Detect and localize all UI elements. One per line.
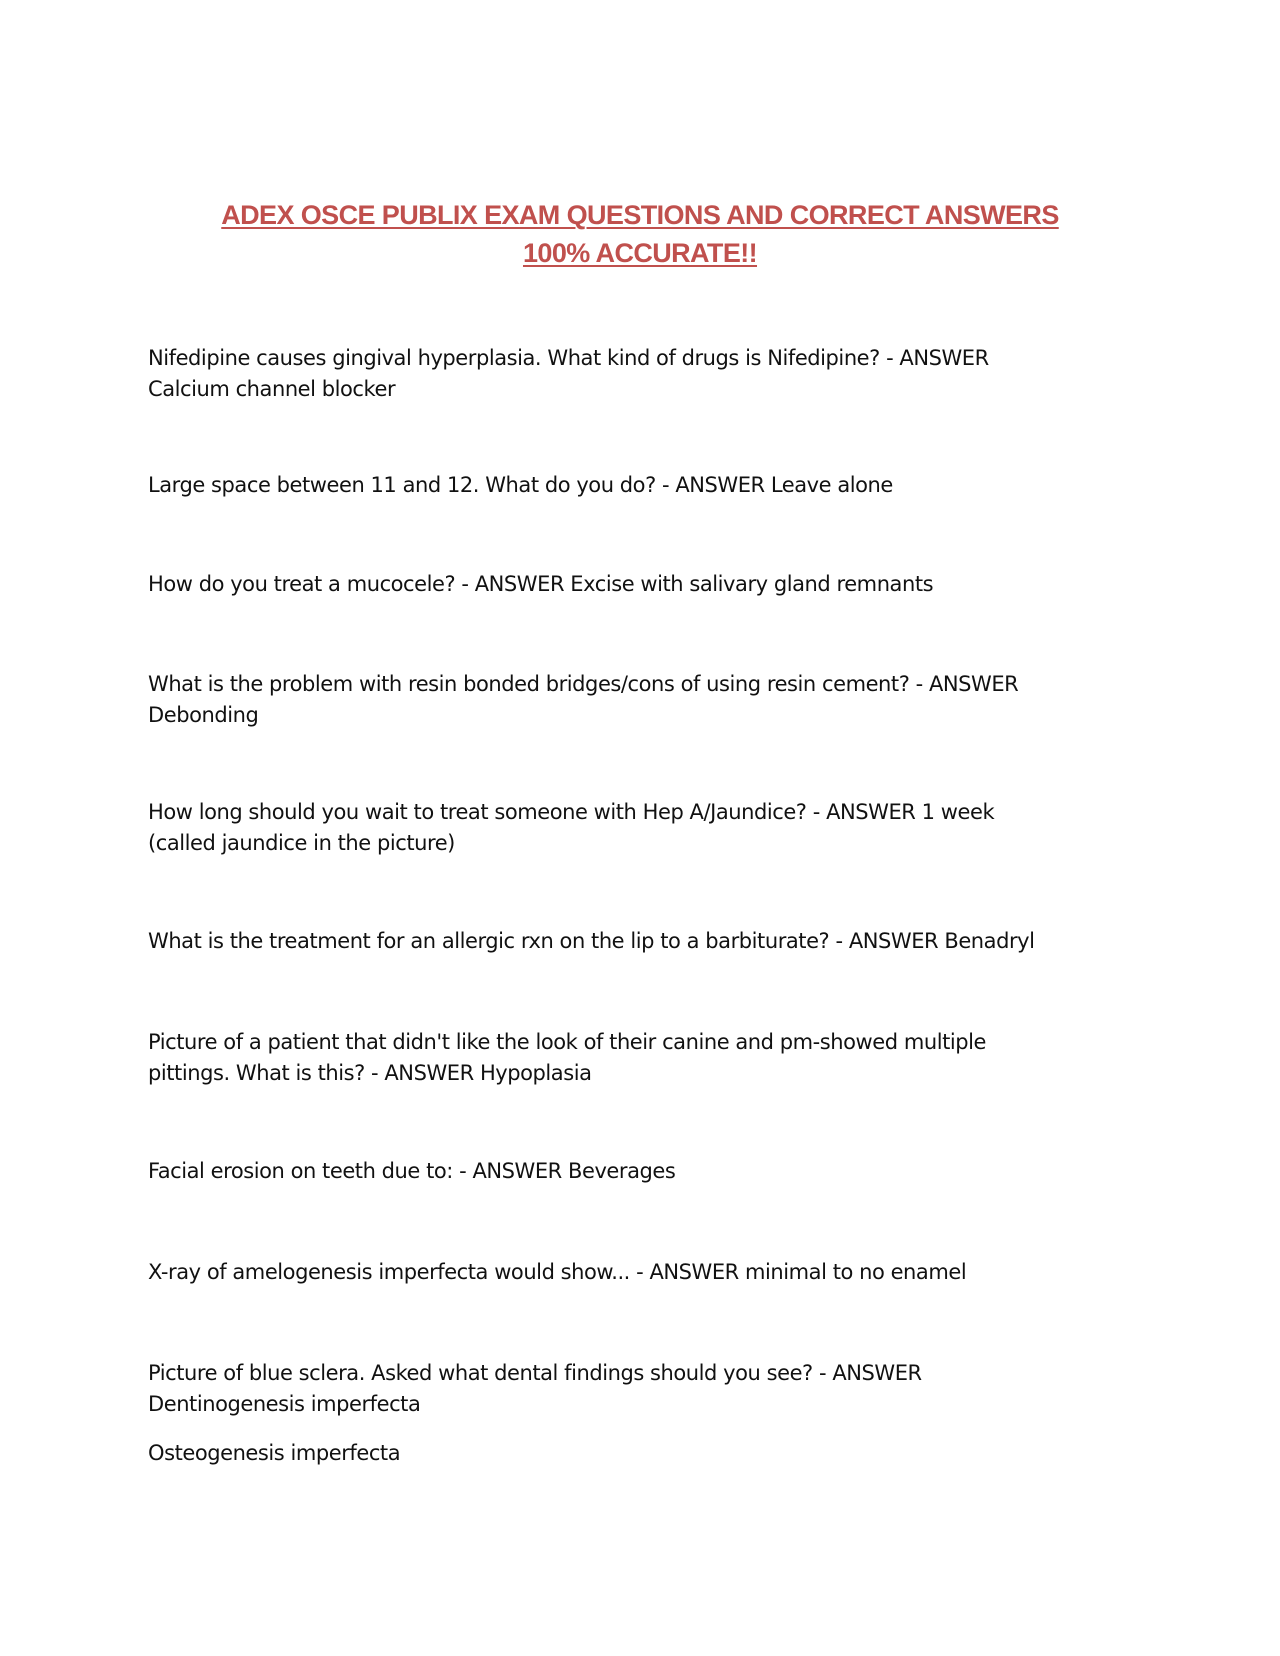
qa-entry-large-space (148, 470, 1128, 501)
qa-line: Large space between 11 and 12. What do you do? - ANSWER Leave alone (148, 473, 893, 497)
title-line-2: 100% ACCURATE!! (522, 238, 758, 268)
qa-line: Nifedipine causes gingival hyperplasia. What kind of drugs is Nifedipine? - ANSWER (148, 346, 989, 370)
qa-line: How long should you wait to treat someone with Hep A/Jaundice? - ANSWER 1 week (148, 800, 995, 824)
document-title (150, 196, 1130, 272)
qa-line: Calcium channel blocker (148, 377, 396, 401)
qa-line: X-ray of amelogenesis imperfecta would show... - ANSWER minimal to no enamel (148, 1260, 967, 1284)
qa-line: pittings. What is this? - ANSWER Hypoplasia (148, 1061, 592, 1085)
qa-line: Debonding (148, 703, 259, 727)
qa-entry-allergic-rxn (148, 926, 1128, 957)
qa-entry-resin-bonded (148, 669, 1128, 731)
qa-line: What is the treatment for an allergic rxn on the lip to a barbiturate? - ANSWER Benadryl (148, 929, 1035, 953)
qa-line: Dentinogenesis imperfecta (148, 1392, 421, 1416)
qa-entry-blue-sclera (148, 1358, 1128, 1420)
qa-entry-hypoplasia (148, 1027, 1128, 1089)
qa-line: What is the problem with resin bonded bridges/cons of using resin cement? - ANSWER (148, 672, 1019, 696)
qa-line: Picture of blue sclera. Asked what dental findings should you see? - ANSWER (148, 1361, 922, 1385)
title-line-1: ADEX OSCE PUBLIX EXAM QUESTIONS AND CORRECT ANSWERS (221, 200, 1059, 230)
qa-entry-mucocele (148, 569, 1128, 600)
qa-line: Osteogenesis imperfecta (148, 1441, 401, 1465)
qa-entry-nifedipine (148, 343, 1128, 405)
qa-entry-amelogenesis (148, 1257, 1128, 1288)
qa-line: Picture of a patient that didn't like the look of their canine and pm-showed multiple (148, 1030, 986, 1054)
qa-line: (called jaundice in the picture) (148, 831, 455, 855)
qa-entry-hep-a (148, 797, 1128, 859)
qa-entry-facial-erosion (148, 1156, 1128, 1187)
qa-line: How do you treat a mucocele? - ANSWER Excise with salivary gland remnants (148, 572, 934, 596)
qa-entry-osteogenesis (148, 1438, 1128, 1469)
qa-line: Facial erosion on teeth due to: - ANSWER Beverages (148, 1159, 676, 1183)
